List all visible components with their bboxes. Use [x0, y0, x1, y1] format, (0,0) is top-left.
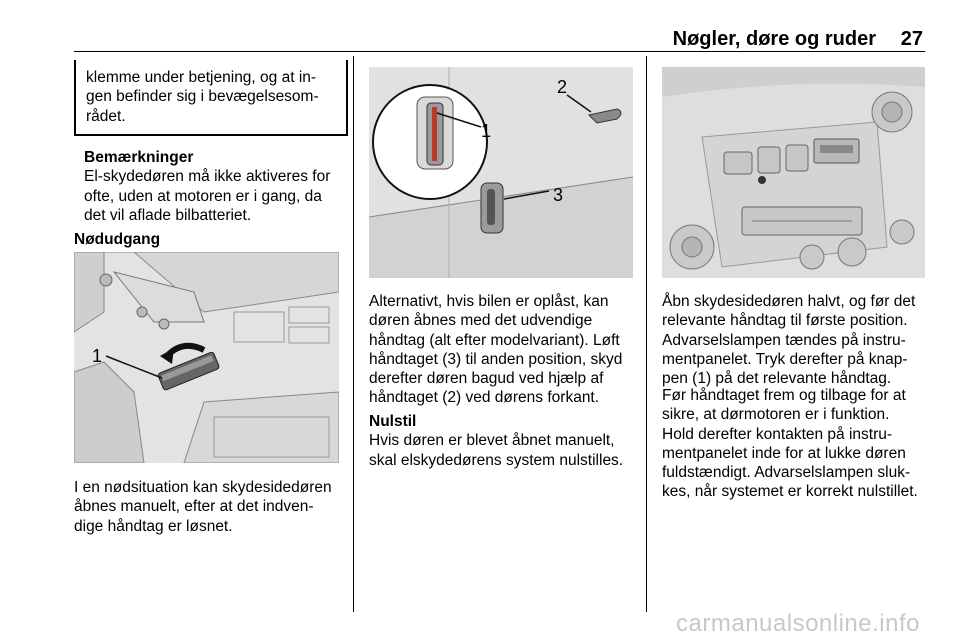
text-line: mentpanelet. Tryk derefter på knap-	[662, 350, 908, 368]
text-line: håndtag (alt efter modelvariant). Løft	[369, 331, 620, 349]
figure-callout-1: 1	[92, 346, 103, 366]
paragraph-alternative	[369, 292, 641, 408]
text-line: mentpanelet inde for at lukke døren	[662, 444, 906, 462]
section-heading-emergency-exit: Nødudgang	[74, 231, 161, 248]
text-line: skal elskydedørens system nulstilles.	[369, 451, 624, 469]
note-block	[84, 148, 346, 225]
watermark: carmanualsonline.info	[676, 610, 920, 637]
header-rule	[74, 51, 925, 52]
text-line: Hvis døren er blevet åbnet manuelt,	[369, 432, 615, 450]
text-line: derefter døren bagud ved hjælp af	[369, 370, 604, 388]
text-line: gen befinder sig i bevægelsesom-	[86, 88, 319, 106]
text-line: relevante håndtag til første position.	[662, 312, 908, 330]
figure-outer-door-handles	[369, 67, 633, 278]
text-line: det vil aflade bilbatteriet.	[84, 206, 252, 224]
page-number: 27	[900, 28, 923, 50]
text-line: I en nødsituation kan skydesidedøren	[74, 479, 332, 496]
figure-callout-3: 3	[553, 185, 564, 205]
text-line: kes, når systemet er korrekt nulstillet.	[662, 483, 918, 501]
text-line: El-skydedøren må ikke aktiveres for	[84, 168, 331, 186]
figure-dashboard	[662, 67, 925, 278]
figure-callout-2: 2	[557, 77, 568, 97]
reset-heading: Nulstil	[369, 413, 417, 430]
text-line: døren åbnes med det udvendige	[369, 312, 593, 330]
text-line: håndtaget (2) ved dørens forkant.	[369, 389, 600, 407]
text-line: ofte, uden at motoren er i gang, da	[84, 187, 322, 205]
reset-block	[369, 412, 641, 470]
note-heading: Bemærkninger	[84, 149, 194, 166]
paragraph-reset-step-2	[662, 386, 938, 502]
text-line: Før håndtaget frem og tilbage for at	[662, 387, 906, 404]
text-line: Hold derefter kontakten på instru-	[662, 425, 893, 443]
column-divider-2	[646, 56, 647, 612]
text-line: Åbn skydesidedøren halvt, og før det	[662, 293, 916, 310]
text-line: rådet.	[86, 107, 126, 125]
paragraph-reset-step-1	[662, 292, 938, 388]
text-line: åbnes manuelt, efter at det indven-	[74, 498, 314, 516]
paragraph-emergency	[74, 478, 346, 536]
text-line: Advarselslampen tændes på instru-	[662, 331, 906, 349]
text-line: klemme under betjening, og at in-	[86, 69, 317, 86]
figure-callout-1: 1	[481, 121, 492, 141]
text-line: sikre, at dørmotoren er i funktion.	[662, 406, 890, 424]
figure-inner-door-handle	[74, 252, 339, 463]
text-line: dige håndtag er løsnet.	[74, 517, 233, 535]
page-title: Nøgler, døre og ruder	[672, 28, 876, 50]
text-line: Alternativt, hvis bilen er oplåst, kan	[369, 293, 609, 310]
column-divider-1	[353, 56, 354, 612]
text-line: håndtaget (3) til anden position, skyd	[369, 350, 623, 368]
text-line: fuldstændigt. Advarselslampen sluk-	[662, 464, 911, 482]
warning-box-continued	[74, 60, 348, 136]
text-line: pen (1) på det relevante håndtag.	[662, 370, 892, 388]
